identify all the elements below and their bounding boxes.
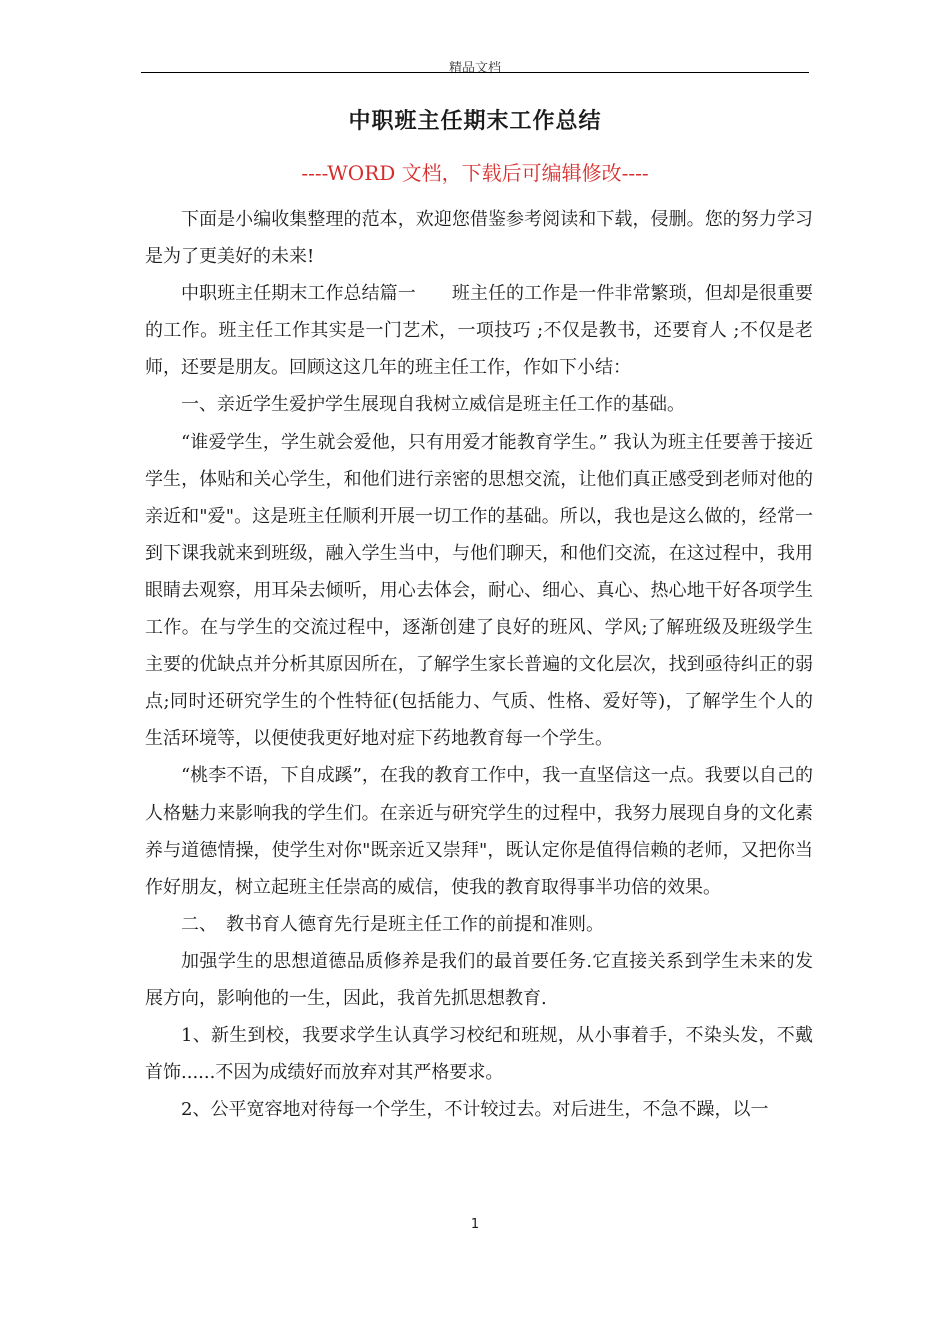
document-subtitle: ----WORD 文档，下载后可编辑修改---- [301, 161, 649, 185]
body-paragraph: 2、公平宽容地对待每一个学生，不计较过去。对后进生，不急不躁，以一 [181, 1099, 769, 1121]
page-header-label: 精品文档 [448, 61, 501, 76]
body-paragraph: 加强学生的思想道德品质修养是我们的最首要任务.它直接关系到学生未来的发展方向，影响他的一生，因此，我首先抓思想教育. [145, 950, 813, 1009]
header-divider [141, 72, 809, 73]
section-heading: 一、亲近学生爱护学生展现自我树立威信是班主任工作的基础。 [181, 394, 685, 416]
document-title: 中职班主任期末工作总结 [348, 109, 602, 134]
body-paragraph: 下面是小编收集整理的范本，欢迎您借鉴参考阅读和下载，侵删。您的努力学习是为了更美好的未来! [145, 209, 813, 268]
document-body [145, 201, 813, 1128]
body-paragraph: 中职班主任期末工作总结篇一 班主任的工作是一件非常繁琐，但却是很重要的工作。班主任工作其实是一门艺术，一项技巧 ;不仅是教书，还要育人 ;不仅是老师，还要是朋友。回顾这这几年的班主任工作，作如下小结： [145, 283, 813, 379]
page-number: 1 [470, 1217, 480, 1232]
body-paragraph: “桃李不语，下自成蹊”，在我的教育工作中，我一直坚信这一点。我要以自己的人格魅力来影响我的学生们。在亲近与研究学生的过程中，我努力展现自身的文化素养与道德情操，使学生对你"既亲近又崇拜"，既认定你是值得信赖的老师，又把你当作好朋友，树立起班主任崇高的威信，使我的教育取得事半功倍的效果。 [145, 765, 813, 898]
body-paragraph: “谁爱学生，学生就会爱他，只有用爱才能教育学生。” 我认为班主任要善于接近学生，体贴和关心学生，和他们进行亲密的思想交流，让他们真正感受到老师对他的亲近和"爱"。这是班主任顺利开展一切工作的基础。所以，我也是这么做的，经常一到下课我就来到班级，融入学生当中，与他们聊天，和他们交流，在这过程中，我用眼睛去观察，用耳朵去倾听，用心去体会，耐心、细心、真心、热心地干好各项学生工作。在与学生的交流过程中，逐渐创建了良好的班风、学风;了解班级及班级学生主要的优缺点并分析其原因所在，了解学生家长普遍的文化层次，找到亟待纠正的弱点;同时还研究学生的个性特征(包括能力、气质、性格、爱好等)，了解学生个人的生活环境等，以便使我更好地对症下药地教育每一个学生。 [145, 431, 813, 750]
section-heading: 二、 教书育人德育先行是班主任工作的前提和准则。 [181, 913, 604, 935]
body-paragraph: 1、新生到校，我要求学生认真学习校纪和班规，从小事着手，不染头发，不戴首饰......不因为成绩好而放弃对其严格要求。 [145, 1025, 813, 1084]
